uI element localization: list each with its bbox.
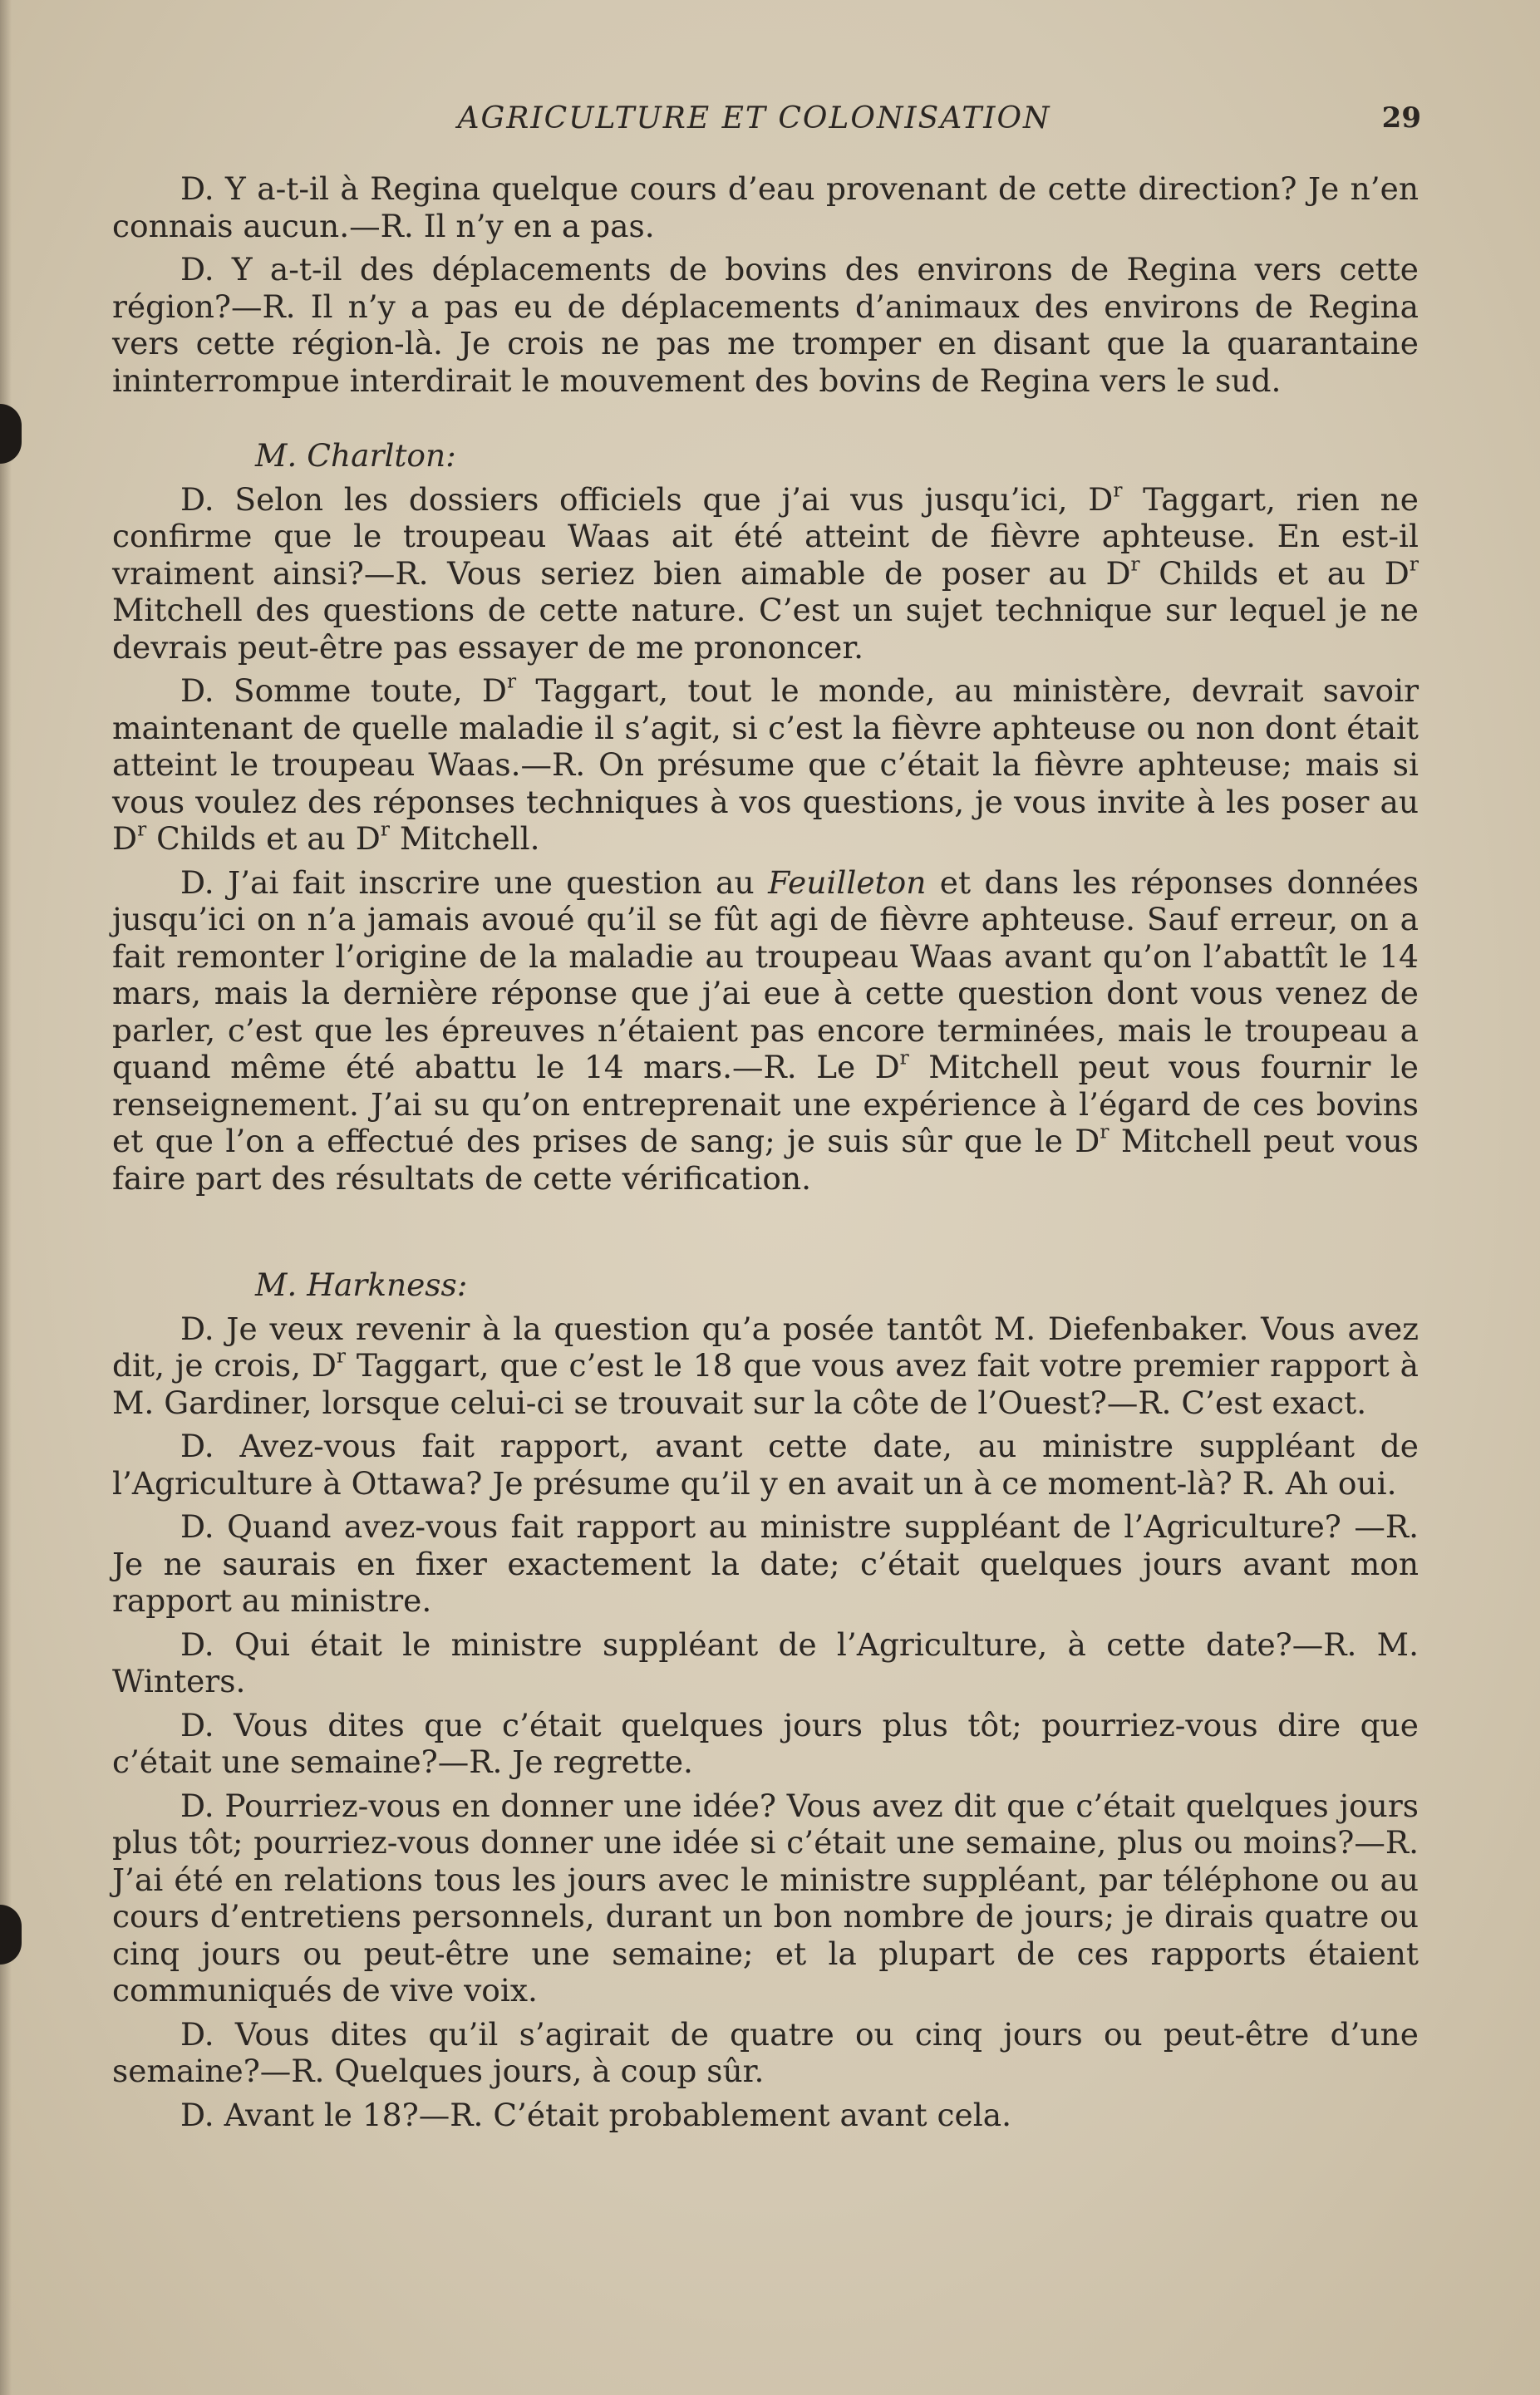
text-run: Childs et au xyxy=(146,820,356,857)
body-text xyxy=(112,170,1419,2140)
page-header xyxy=(116,98,1421,140)
paragraph xyxy=(112,672,1419,858)
doctor-abbr xyxy=(874,1046,909,1085)
paragraph xyxy=(112,478,1419,666)
doctor-abbr xyxy=(1384,552,1419,592)
doctor-suffix: r xyxy=(336,1345,347,1368)
doctor-prefix: D xyxy=(112,820,138,857)
text-run: Taggart, rien ne confirme que le troupeau Waas ait été atteint de fièvre aphteuse. En est-il vraiment ainsi?—R. Vous seriez bien aimable de poser au xyxy=(112,480,1419,592)
page-number: 29 xyxy=(1381,101,1421,135)
paragraph xyxy=(112,864,1419,1198)
running-title: AGRICULTURE ET COLONISATION xyxy=(457,101,1051,135)
doctor-abbr xyxy=(356,820,390,857)
text-run: Mitchell. xyxy=(389,820,540,857)
doctor-abbr xyxy=(1105,552,1140,592)
speaker-heading: M. Charlton: xyxy=(255,437,456,474)
doctor-suffix: r xyxy=(1409,552,1419,575)
doctor-prefix: D xyxy=(311,1347,337,1384)
paragraph: D. Y a-t-il des déplacements de bovins des environs de Regina vers cette région?—R. Il n’y a pas eu de déplacements d’animaux des environs de Regina vers cette région-là. Je crois ne pas me tromper en disant que la quarantaine ininterrompue interdirait le mouvement des bovins de Regina vers le sud. xyxy=(112,251,1419,399)
paragraph: D. Avez-vous fait rapport, avant cette date, au ministre suppléant de l’Agriculture à Ottawa? Je présume qu’il y en avait un à ce moment-là? R. Ah oui. xyxy=(112,1428,1419,1502)
italic-term: Feuilleton xyxy=(768,863,927,901)
doctor-suffix: r xyxy=(380,818,390,841)
doctor-prefix: D xyxy=(1075,1123,1100,1159)
binding-hole xyxy=(0,1905,22,1965)
doctor-prefix: D xyxy=(481,672,507,709)
paragraph: D. Qui était le ministre suppléant de l’Agriculture, à cette date?—R. M. Winters. xyxy=(112,1625,1419,1699)
text-run: D. Selon les dossiers officiels que j’ai vus jusqu’ici, xyxy=(180,480,1089,518)
text-run: D. Somme toute, xyxy=(180,672,482,709)
paragraph: D. Pourriez-vous en donner une idée? Vous avez dit que c’était quelques jours plus tôt; pourriez-vous donner une idée si c’était une semaine, plus ou moins?—R. J’ai été en relations tous les jours avec le ministre suppléant, par téléphone ou au cours d’entretiens personnels, durant un bon nombre de jours; je dirais quatre ou cinq jours ou peut-être une semaine; et la plupart de ces rapports étaient communiqués de vive voix. xyxy=(112,1787,1419,2009)
text-run: Mitchell des questions de cette nature. C’est un sujet technique sur lequel je ne devrais peut-être pas essayer de me prononcer. xyxy=(112,592,1419,666)
text-run: Taggart, tout le monde, au ministère, devrait savoir maintenant de quelle maladie il s’agit, si c’est la fièvre aphteuse ou non dont était atteint le troupeau Waas.—R. On présume que c’était la fièvre aphteuse; mais si vous voulez des réponses techniques à vos questions, je vous invite à les poser au xyxy=(112,672,1419,820)
page-edge-shadow xyxy=(0,0,12,2395)
doctor-prefix: D xyxy=(1384,554,1410,592)
paragraph: D. Y a-t-il à Regina quelque cours d’eau provenant de cette direction? Je n’en connais aucun.—R. Il n’y en a pas. xyxy=(112,170,1419,244)
doctor-abbr xyxy=(312,1347,346,1384)
text-run: Childs et au xyxy=(1139,554,1385,592)
doctor-abbr xyxy=(112,820,146,857)
doctor-abbr xyxy=(1075,1120,1109,1159)
doctor-suffix: r xyxy=(1113,478,1123,501)
text-run: D. J’ai fait inscrire une question au xyxy=(180,863,769,901)
doctor-suffix: r xyxy=(1130,552,1140,575)
text-run: Taggart, que c’est le 18 que vous avez fait votre premier rapport à M. Gardiner, lorsque celui-ci se trouvait sur la côte de l’Ouest?—R. C’est exact. xyxy=(112,1347,1419,1421)
paragraph: D. Vous dites qu’il s’agirait de quatre ou cinq jours ou peut-être d’une semaine?—R. Quelques jours, à coup sûr. xyxy=(112,2015,1419,2089)
doctor-prefix: D xyxy=(874,1049,900,1085)
paragraph: D. Vous dites que c’était quelques jours plus tôt; pourriez-vous dire que c’était une semaine?—R. Je regrette. xyxy=(112,1706,1419,1780)
doctor-prefix: D xyxy=(1105,554,1131,592)
paragraph: D. Quand avez-vous fait rapport au ministre suppléant de l’Agriculture? —R. Je ne saurais en fixer exactement la date; c’était quelques jours avant mon rapport au ministre. xyxy=(112,1508,1419,1619)
doctor-suffix: r xyxy=(1100,1120,1109,1143)
speaker-heading: M. Harkness: xyxy=(255,1266,468,1303)
paragraph: D. Avant le 18?—R. C’était probablement avant cela. xyxy=(180,2096,1011,2133)
binding-hole xyxy=(0,404,22,464)
doctor-abbr xyxy=(1088,478,1123,518)
doctor-suffix: r xyxy=(899,1046,909,1070)
doctor-suffix: r xyxy=(507,670,517,693)
doctor-abbr xyxy=(482,672,516,709)
text-run: Mitchell peut vous faire part des résultats de cette vérification. xyxy=(112,1123,1419,1197)
doctor-suffix: r xyxy=(137,818,147,841)
paragraph xyxy=(112,1311,1419,1422)
text-run: D. Je veux revenir à la question qu’a posée tantôt M. Diefenbaker. Vous avez dit, je crois, xyxy=(112,1310,1419,1384)
text-run: et dans les réponses données jusqu’ici on n’a jamais avoué qu’il se fût agi de fièvre aphteuse. Sauf erreur, on a fait remonter l’origine de la maladie au troupeau Waas avant qu’on l’abattît le 14 mars, mais la dernière réponse que j’ai eue à cette question dont vous venez de parler, c’est que les épreuves n’étaient pas encore terminées, mais le troupeau a quand même été abattu le 14 mars.—R. Le xyxy=(112,863,1419,1085)
text-run: Mitchell peut vous fournir le renseignement. J’ai su qu’on entreprenait une expérience à l’égard de ces bovins et que l’on a effectué des prises de sang; je suis sûr que le xyxy=(112,1049,1419,1159)
doctor-prefix: D xyxy=(355,820,381,857)
doctor-prefix: D xyxy=(1088,480,1114,518)
